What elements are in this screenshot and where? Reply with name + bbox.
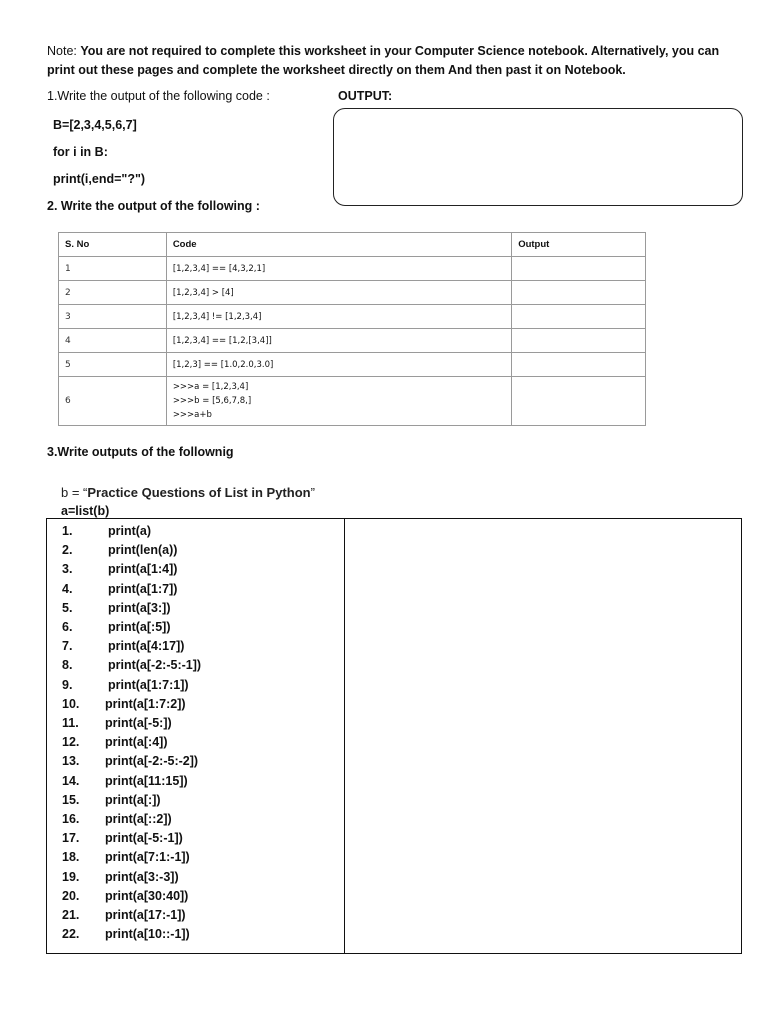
item-number: 9. (62, 677, 73, 692)
output-label: OUTPUT: (338, 89, 393, 103)
item-number: 18. (62, 850, 80, 865)
list-item (62, 716, 172, 735)
list-item (62, 889, 188, 908)
comparison-table (58, 232, 646, 426)
item-number: 14. (62, 773, 80, 788)
item-number: 21. (62, 908, 80, 922)
list-item (62, 543, 177, 562)
item-number: 20. (62, 888, 80, 903)
item-code: print(a[-5:]) (105, 716, 172, 730)
q1-output-box[interactable] (333, 108, 743, 206)
table-row (59, 281, 646, 305)
list-item (62, 620, 171, 639)
item-number: 11. (62, 716, 79, 730)
item-code: print(a[-2:-5:-2]) (105, 754, 199, 769)
item-number: 15. (62, 792, 80, 807)
item-number: 6. (62, 620, 73, 634)
item-number: 7. (62, 639, 73, 654)
row-code: [1,2,3] == [1.0,2.0,3.0] (166, 353, 511, 377)
b-suffix: ” (310, 485, 315, 500)
row-output-cell[interactable] (512, 353, 646, 377)
row-code: [1,2,3,4] == [4,3,2,1] (166, 257, 511, 281)
question-3-title: 3.Write outputs of the follownig (47, 445, 234, 459)
list-item (62, 562, 177, 581)
table-row (59, 353, 646, 377)
item-number: 8. (62, 658, 73, 673)
item-number: 19. (62, 869, 80, 884)
item-code: print(a[7:1:-1]) (105, 850, 190, 865)
b-assignment (61, 485, 315, 500)
list-item (62, 735, 168, 754)
q3-output-area[interactable] (346, 520, 740, 952)
item-number: 2. (62, 543, 73, 558)
row-output-cell[interactable] (512, 329, 646, 353)
q3-column-divider (344, 518, 345, 954)
item-number: 10. (62, 696, 80, 711)
row-code: [1,2,3,4] != [1,2,3,4] (166, 305, 511, 329)
item-code: print(a[-2:-5:-1]) (108, 658, 202, 673)
row-sno: 2 (59, 281, 167, 305)
item-code: print(a[3:]) (108, 600, 171, 615)
item-code: print(a[3:-3]) (105, 869, 179, 884)
table-row (59, 257, 646, 281)
row-sno: 1 (59, 257, 167, 281)
row-code-line: >>>b = [5,6,7,8,] (172, 396, 252, 406)
list-item (62, 754, 198, 773)
note-paragraph (47, 42, 737, 80)
list-item (62, 524, 151, 543)
table-row (59, 329, 646, 353)
table-row (59, 377, 646, 426)
item-code: print(a[-5:-1]) (105, 831, 183, 846)
q1-code-line-1: B=[2,3,4,5,6,7] (53, 118, 137, 132)
item-code: print(a[17:-1]) (105, 908, 186, 922)
item-number: 17. (62, 831, 80, 846)
row-output-cell[interactable] (512, 377, 646, 426)
item-number: 4. (62, 581, 73, 596)
row-code (166, 377, 511, 426)
item-code: print(a[1:7]) (108, 581, 178, 596)
row-code: [1,2,3,4] == [1,2,[3,4]] (166, 329, 511, 353)
item-number: 3. (62, 562, 73, 577)
q1-code-line-3: print(i,end="?") (53, 172, 146, 186)
list-item (62, 697, 186, 716)
row-sno: 6 (59, 377, 167, 426)
header-output: Output (512, 233, 646, 257)
list-item (62, 678, 189, 697)
note-text: You are not required to complete this worksheet in your Computer Science notebook. Alternatively, you can print out these pages and complete the worksheet directly on them And then past it on Notebook. (47, 44, 720, 77)
header-code: Code (166, 233, 511, 257)
header-sno: S. No (59, 233, 167, 257)
row-output-cell[interactable] (512, 281, 646, 305)
list-item (62, 793, 161, 812)
list-item (62, 582, 177, 601)
item-number: 5. (62, 600, 73, 615)
item-number: 1. (62, 524, 73, 538)
item-code: print(len(a)) (108, 543, 178, 558)
item-number: 12. (62, 735, 80, 750)
item-code: print(a[:4]) (105, 735, 168, 750)
b-prefix: b = “ (61, 485, 88, 500)
item-code: print(a[10::-1]) (105, 927, 190, 942)
list-item (62, 658, 201, 677)
item-code: print(a[1:7:2]) (105, 696, 186, 711)
row-sno: 4 (59, 329, 167, 353)
item-number: 13. (62, 754, 80, 769)
question-1-title: 1.Write the output of the following code : (47, 89, 270, 103)
list-item (62, 908, 186, 927)
question-2-title: 2. Write the output of the following : (47, 199, 260, 213)
a-assignment: a=list(b) (61, 504, 110, 518)
item-code: print(a[1:4]) (108, 562, 178, 577)
item-code: print(a[30:40]) (105, 888, 189, 903)
list-item (62, 870, 179, 889)
item-code: print(a[11:15]) (105, 773, 188, 788)
list-item (62, 812, 172, 831)
item-code: print(a[:5]) (108, 620, 171, 634)
row-sno: 3 (59, 305, 167, 329)
list-item (62, 639, 184, 658)
row-output-cell[interactable] (512, 257, 646, 281)
list-item (62, 601, 171, 620)
table-header-row (59, 233, 646, 257)
note-prefix: Note: (47, 44, 81, 58)
row-output-cell[interactable] (512, 305, 646, 329)
table-row (59, 305, 646, 329)
item-number: 22. (62, 927, 80, 942)
item-code: print(a[::2]) (105, 812, 172, 826)
list-item (62, 850, 190, 869)
row-code-line: >>>a+b (172, 410, 212, 420)
item-code: print(a[:]) (105, 792, 161, 807)
list-item (62, 774, 188, 793)
item-code: print(a[4:17]) (108, 639, 185, 654)
b-value: Practice Questions of List in Python (87, 485, 311, 500)
item-code: print(a[1:7:1]) (108, 677, 189, 692)
item-code: print(a) (108, 524, 152, 538)
item-number: 16. (62, 812, 80, 826)
list-item (62, 927, 190, 946)
row-code: [1,2,3,4] > [4] (166, 281, 511, 305)
row-code-line: >>>a = [1,2,3,4] (172, 382, 249, 392)
row-sno: 5 (59, 353, 167, 377)
list-item (62, 831, 183, 850)
q1-code-line-2: for i in B: (53, 145, 108, 159)
